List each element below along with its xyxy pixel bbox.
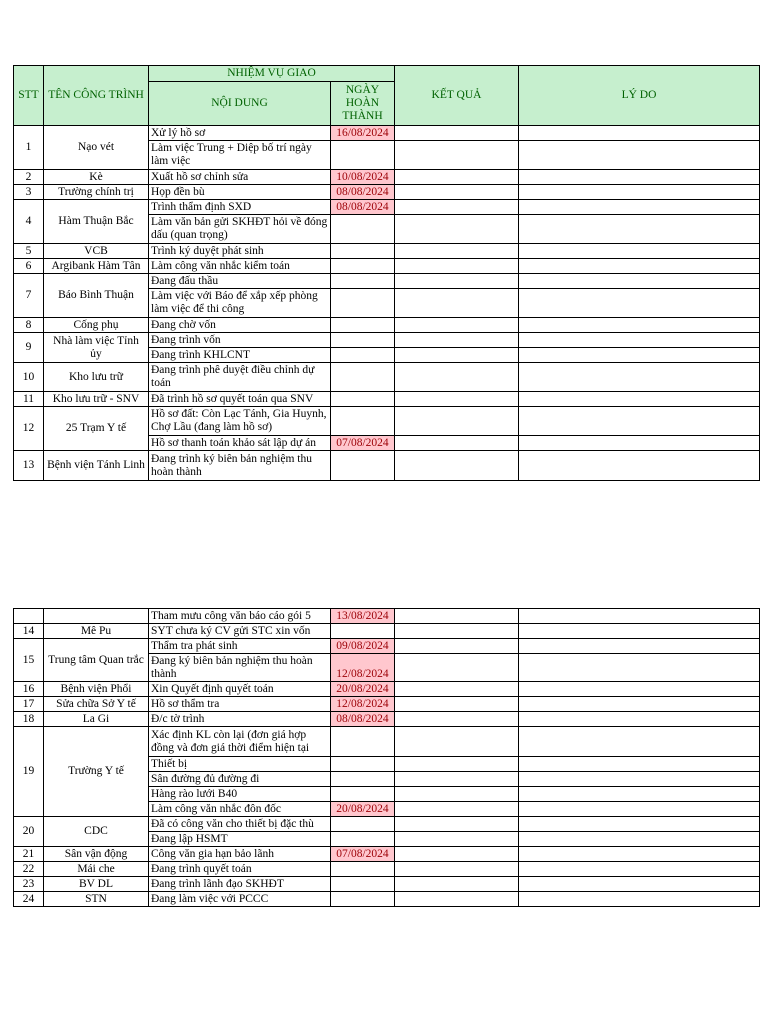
result-cell [395,639,519,654]
project-name-cell: VCB [44,244,149,259]
stt-cell: 3 [14,185,44,200]
due-date-cell [331,363,395,392]
task-content-cell: Đang trình quyết toán [149,862,331,877]
reason-cell [519,847,760,862]
due-date-cell [331,727,395,757]
result-cell [395,259,519,274]
result-cell [395,787,519,802]
result-cell [395,185,519,200]
task-content-cell: Hồ sơ thanh toán khảo sát lập dự án [149,436,331,451]
stt-cell: 19 [14,727,44,817]
project-name-cell: Hàm Thuận Bắc [44,200,149,244]
result-cell [395,847,519,862]
reason-cell [519,787,760,802]
reason-cell [519,348,760,363]
project-name-cell: Nạo vét [44,126,149,170]
result-cell [395,817,519,832]
result-cell [395,436,519,451]
task-content-cell: Làm công văn nhắc đôn đốc [149,802,331,817]
result-cell [395,407,519,436]
stt-cell: 21 [14,847,44,862]
task-content-cell: Sân đường đủ đường đi [149,772,331,787]
project-name-cell: Sửa chữa Sở Y tế [44,697,149,712]
reason-cell [519,862,760,877]
due-date-cell [331,862,395,877]
table-row [14,877,760,892]
result-cell [395,244,519,259]
due-date-cell [331,289,395,318]
table-row [14,244,760,259]
reason-cell [519,215,760,244]
table-row [14,639,760,654]
task-content-cell: Đang trình ký biên bản nghiệm thu hoàn thành [149,451,331,481]
result-cell [395,451,519,481]
table-row [14,200,760,215]
due-date-cell [331,817,395,832]
project-name-cell: Trường chính trị [44,185,149,200]
task-content-cell: Đang trình KHLCNT [149,348,331,363]
due-date-cell: 08/08/2024 [331,200,395,215]
result-cell [395,772,519,787]
stt-cell: 17 [14,697,44,712]
table-row [14,892,760,907]
reason-cell [519,274,760,289]
task-content-cell: Hồ sơ thẩm tra [149,697,331,712]
result-cell [395,624,519,639]
task-content-cell: Làm công văn nhắc kiểm toán [149,259,331,274]
reason-cell [519,451,760,481]
stt-cell: 7 [14,274,44,318]
project-name-cell: Cống phụ [44,318,149,333]
due-date-cell [331,757,395,772]
table-row [14,624,760,639]
stt-cell: 23 [14,877,44,892]
result-cell [395,862,519,877]
due-date-cell: 09/08/2024 [331,639,395,654]
task-content-cell: Đang trình lãnh đạo SKHĐT [149,877,331,892]
project-name-cell: Mái che [44,862,149,877]
table-row [14,170,760,185]
reason-cell [519,244,760,259]
task-content-cell: Đang làm việc với PCCC [149,892,331,907]
project-name-cell: Trung tâm Quan trắc [44,639,149,682]
reason-cell [519,318,760,333]
due-date-cell: 13/08/2024 [331,609,395,624]
stt-cell: 10 [14,363,44,392]
task-content-cell: Thẩm tra phát sinh [149,639,331,654]
result-cell [395,802,519,817]
task-content-cell: Trình ký duyệt phát sinh [149,244,331,259]
result-cell [395,200,519,215]
table-row [14,333,760,348]
reason-cell [519,892,760,907]
reason-cell [519,333,760,348]
table-row [14,392,760,407]
task-content-cell: Hồ sơ đất: Còn Lạc Tánh, Gia Huynh, Chợ Lầu (đang làm hồ sơ) [149,407,331,436]
task-content-cell: Đang đấu thầu [149,274,331,289]
stt-cell: 22 [14,862,44,877]
stt-cell: 16 [14,682,44,697]
stt-cell: 18 [14,712,44,727]
task-content-cell: Đang lập HSMT [149,832,331,847]
stt-cell: 8 [14,318,44,333]
task-table-page-2 [13,608,760,907]
project-name-cell: Trường Y tế [44,727,149,817]
result-cell [395,697,519,712]
result-cell [395,392,519,407]
due-date-cell: 20/08/2024 [331,682,395,697]
reason-cell [519,877,760,892]
header-ket-qua: KẾT QUẢ [395,66,519,126]
result-cell [395,126,519,141]
project-name-cell: CDC [44,817,149,847]
due-date-cell [331,407,395,436]
reason-cell [519,170,760,185]
task-content-cell: Làm việc Trung + Diệp bố trí ngày làm việc [149,141,331,170]
reason-cell [519,832,760,847]
table-row [14,185,760,200]
project-name-cell: 25 Trạm Y tế [44,407,149,451]
project-name-cell: STN [44,892,149,907]
header-nhiem-vu-giao: NHIỆM VỤ GIAO [149,66,395,82]
table-row [14,712,760,727]
reason-cell [519,289,760,318]
table-row [14,259,760,274]
stt-cell: 2 [14,170,44,185]
task-content-cell: Xử lý hồ sơ [149,126,331,141]
result-cell [395,654,519,682]
task-content-cell: Đang chờ vốn [149,318,331,333]
reason-cell [519,802,760,817]
task-content-cell: Đang trình vốn [149,333,331,348]
reason-cell [519,772,760,787]
task-content-cell: SYT chưa ký CV gửi STC xin vốn [149,624,331,639]
result-cell [395,333,519,348]
project-name-cell: Bệnh viện Phổi [44,682,149,697]
reason-cell [519,697,760,712]
project-name-cell: Kho lưu trữ [44,363,149,392]
table-body-page-2 [14,609,760,907]
stt-cell: 15 [14,639,44,682]
stt-cell: 9 [14,333,44,363]
stt-cell: 14 [14,624,44,639]
due-date-cell [331,259,395,274]
header-ten-cong-trinh: TÊN CÔNG TRÌNH [44,66,149,126]
due-date-cell: 07/08/2024 [331,847,395,862]
table-row [14,727,760,757]
reason-cell [519,727,760,757]
project-name-cell: La Gi [44,712,149,727]
reason-cell [519,407,760,436]
task-content-cell: Hàng rào lưới B40 [149,787,331,802]
stt-cell: 24 [14,892,44,907]
reason-cell [519,200,760,215]
reason-cell [519,757,760,772]
table-row [14,862,760,877]
project-name-cell [44,609,149,624]
table-row [14,126,760,141]
due-date-cell [331,274,395,289]
project-name-cell: Sân vận động [44,847,149,862]
due-date-cell: 12/08/2024 [331,697,395,712]
result-cell [395,832,519,847]
due-date-cell [331,772,395,787]
task-content-cell: Xin Quyết định quyết toán [149,682,331,697]
reason-cell [519,654,760,682]
stt-cell: 6 [14,259,44,274]
reason-cell [519,712,760,727]
task-content-cell: Đ/c tờ trình [149,712,331,727]
reason-cell [519,817,760,832]
table-body-page-1 [14,126,760,481]
result-cell [395,274,519,289]
reason-cell [519,639,760,654]
result-cell [395,348,519,363]
project-name-cell: Nhà làm việc Tỉnh ủy [44,333,149,363]
task-content-cell: Đang trình phê duyệt điều chỉnh dự toán [149,363,331,392]
project-name-cell: Argibank Hàm Tân [44,259,149,274]
reason-cell [519,259,760,274]
project-name-cell: Kho lưu trữ - SNV [44,392,149,407]
task-content-cell: Thiết bị [149,757,331,772]
result-cell [395,363,519,392]
project-name-cell: Mê Pu [44,624,149,639]
stt-cell: 1 [14,126,44,170]
task-content-cell: Trình thẩm định SXD [149,200,331,215]
stt-cell: 11 [14,392,44,407]
result-cell [395,141,519,170]
result-cell [395,757,519,772]
table-row [14,697,760,712]
stt-cell [14,609,44,624]
table-row [14,847,760,862]
stt-cell: 12 [14,407,44,451]
reason-cell [519,436,760,451]
task-content-cell: Xác định KL còn lại (đơn giá hợp đồng và đơn giá thời điểm hiện tại [149,727,331,757]
table-row [14,609,760,624]
task-table-page-1 [13,65,760,481]
result-cell [395,727,519,757]
due-date-cell [331,244,395,259]
due-date-cell: 20/08/2024 [331,802,395,817]
result-cell [395,170,519,185]
reason-cell [519,363,760,392]
due-date-cell [331,451,395,481]
task-content-cell: Tham mưu công văn báo cáo gói 5 [149,609,331,624]
result-cell [395,318,519,333]
due-date-cell [331,877,395,892]
table-row [14,451,760,481]
task-content-cell: Xuất hồ sơ chỉnh sửa [149,170,331,185]
result-cell [395,215,519,244]
result-cell [395,877,519,892]
reason-cell [519,624,760,639]
due-date-cell [331,318,395,333]
stt-cell: 4 [14,200,44,244]
due-date-cell: 08/08/2024 [331,712,395,727]
table-row [14,318,760,333]
task-content-cell: Công văn gia hạn bảo lãnh [149,847,331,862]
due-date-cell [331,348,395,363]
table-row [14,274,760,289]
header-noi-dung: NỘI DUNG [149,82,331,126]
due-date-cell: 10/08/2024 [331,170,395,185]
header-ly-do: LÝ DO [519,66,760,126]
due-date-cell [331,141,395,170]
result-cell [395,712,519,727]
reason-cell [519,682,760,697]
stt-cell: 5 [14,244,44,259]
table-row [14,407,760,436]
task-content-cell: Họp đền bù [149,185,331,200]
task-content-cell: Làm việc với Báo để xắp xếp phòng làm việc để thi công [149,289,331,318]
stt-cell: 13 [14,451,44,481]
task-content-cell: Đã có công văn cho thiết bị đặc thù [149,817,331,832]
due-date-cell [331,333,395,348]
task-content-cell: Đã trình hồ sơ quyết toán qua SNV [149,392,331,407]
project-name-cell: Kè [44,170,149,185]
reason-cell [519,185,760,200]
result-cell [395,892,519,907]
result-cell [395,609,519,624]
table-row [14,363,760,392]
due-date-cell [331,624,395,639]
due-date-cell: 08/08/2024 [331,185,395,200]
due-date-cell [331,832,395,847]
result-cell [395,289,519,318]
reason-cell [519,392,760,407]
table-row [14,817,760,832]
project-name-cell: Báo Bình Thuận [44,274,149,318]
project-name-cell: BV DL [44,877,149,892]
due-date-cell [331,787,395,802]
due-date-cell: 16/08/2024 [331,126,395,141]
header-ngay-hoan-thanh: NGÀY HOÀN THÀNH [331,82,395,126]
due-date-cell [331,892,395,907]
reason-cell [519,126,760,141]
due-date-cell: 07/08/2024 [331,436,395,451]
task-content-cell: Đang ký biên bản nghiệm thu hoàn thành [149,654,331,682]
header-stt: STT [14,66,44,126]
project-name-cell: Bệnh viện Tánh Linh [44,451,149,481]
stt-cell: 20 [14,817,44,847]
result-cell [395,682,519,697]
reason-cell [519,141,760,170]
table-row [14,682,760,697]
due-date-cell [331,215,395,244]
due-date-cell: 12/08/2024 [331,654,395,682]
due-date-cell [331,392,395,407]
task-content-cell: Làm văn bản gửi SKHĐT hỏi về đóng dấu (quan trọng) [149,215,331,244]
reason-cell [519,609,760,624]
